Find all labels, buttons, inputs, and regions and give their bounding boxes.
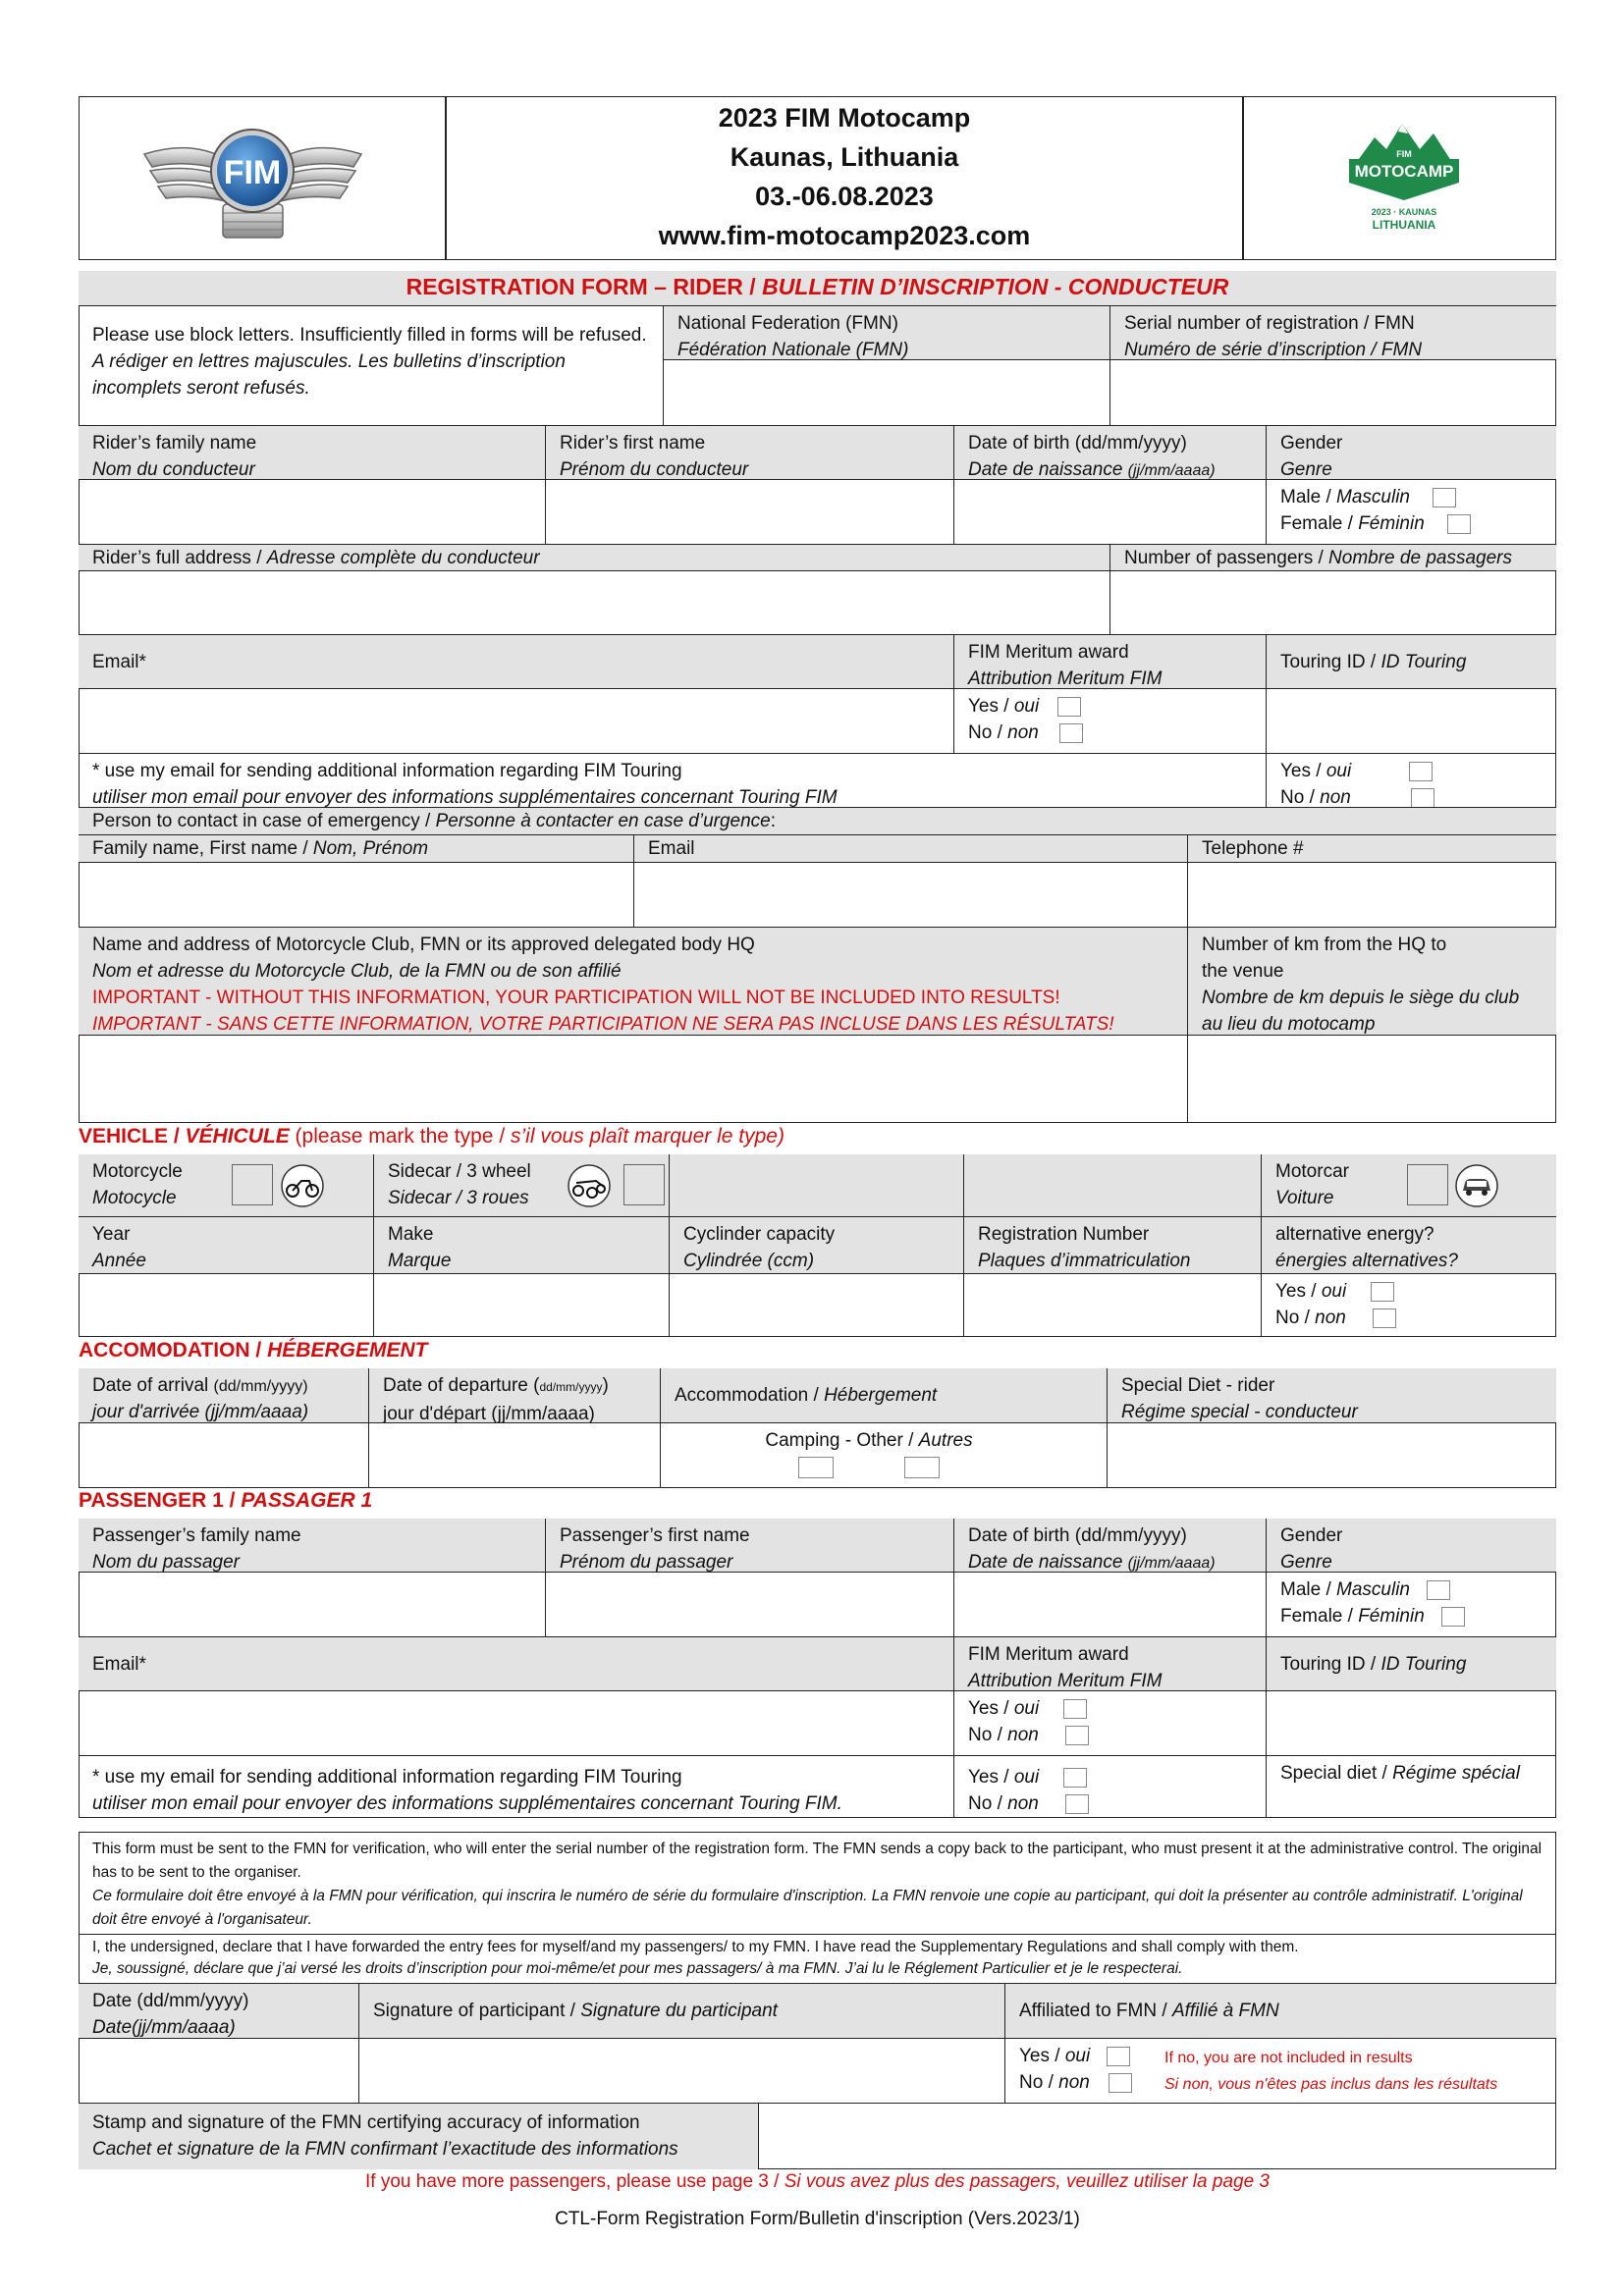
passenger-first-en: Passenger’s first name (560, 1525, 750, 1546)
alt-fr: énergies alternatives? (1275, 1251, 1458, 1271)
rider-dob-label (954, 426, 1267, 480)
meritum-yes-checkbox[interactable] (1057, 697, 1081, 717)
sidecar-en: Sidecar / 3 wheel (388, 1161, 531, 1182)
passenger-gender-en: Gender (1280, 1525, 1343, 1546)
club-label-en: Name and address of Motorcycle Club, FMN or its approved delegated body HQ (92, 934, 755, 955)
male-label-fr: Masculin (1336, 1579, 1411, 1600)
passenger-email-text: Email* (92, 1654, 146, 1675)
passenger-female (1280, 1603, 1542, 1629)
vehicle-reg-field[interactable] (964, 1274, 1262, 1337)
vehicle-reg-label (964, 1217, 1262, 1274)
passenger-heading (79, 1489, 372, 1513)
vehicle-make-field[interactable] (374, 1274, 670, 1337)
yes-en: Yes / (1280, 761, 1326, 781)
car-en: Motorcar (1275, 1161, 1349, 1182)
vehicle-make-label (374, 1217, 670, 1274)
rider-female-checkbox[interactable] (1447, 514, 1471, 534)
passenger-family-field[interactable] (79, 1573, 546, 1637)
passenger-meritum-no-checkbox[interactable] (1065, 1726, 1089, 1745)
rider-gender-options (1267, 480, 1556, 545)
passenger-diet-fr: Régime spécial (1392, 1763, 1520, 1784)
address-label (79, 545, 1110, 571)
make-en: Make (388, 1224, 434, 1245)
motorcycle-checkbox[interactable] (232, 1164, 273, 1205)
accommodation-heading (79, 1339, 427, 1362)
passenger-first-label (546, 1519, 954, 1573)
passenger-family-en: Passenger’s family name (92, 1525, 301, 1546)
passenger-heading-a: PASSENGER 1 / (79, 1489, 242, 1512)
year-en: Year (92, 1224, 131, 1245)
female-label-fr: Féminin (1358, 513, 1425, 534)
arrival-label (79, 1368, 369, 1423)
km-label-2: the venue (1202, 961, 1284, 982)
form-title-en: REGISTRATION FORM – RIDER / (406, 274, 763, 299)
fmn-field[interactable] (664, 360, 1110, 426)
declaration-para2 (79, 1935, 1556, 1984)
club-warning-en: IMPORTANT - WITHOUT THIS INFORMATION, YOUR PARTICIPATION WILL NOT BE INCLUDED INTO RESULTS! (92, 988, 1060, 1008)
alt-no-checkbox[interactable] (1373, 1308, 1396, 1328)
yes-fr: oui (1013, 696, 1040, 717)
passenger-meritum-yes-checkbox[interactable] (1063, 1699, 1087, 1719)
affiliated-no-checkbox[interactable] (1109, 2073, 1132, 2093)
signature-label (359, 1984, 1005, 2039)
use-email-no-checkbox[interactable] (1411, 788, 1434, 808)
meritum-no (968, 720, 1252, 746)
emergency-title-en: Person to contact in case of emergency / (92, 811, 436, 831)
passenger-gender-fr: Genre (1280, 1552, 1332, 1573)
passenger-dob-fr: Date de naissance (968, 1552, 1123, 1573)
arrival-fmt: (dd/mm/yyyy) (213, 1378, 308, 1395)
rider-gender-male (1280, 484, 1542, 510)
motocamp-logo-name: MOTOCAMP (1354, 162, 1454, 181)
meritum-label-fr: Attribution Meritum FIM (968, 668, 1163, 689)
passenger-use-email-fr: utiliser mon email pour envoyer des informations supplémentaires concernant Touring FIM. (92, 1793, 842, 1814)
rider-first-field[interactable] (546, 480, 954, 545)
passenger-meritum-options (954, 1691, 1267, 1756)
rider-male-checkbox[interactable] (1433, 488, 1456, 507)
passenger-heading-b: PASSAGER 1 (241, 1489, 373, 1512)
address-label-en: Rider’s full address / (92, 548, 267, 568)
passenger-dob-field[interactable] (954, 1573, 1267, 1637)
emergency-title (79, 808, 1556, 835)
serial-label-en: Serial number of registration / FMN (1124, 313, 1415, 334)
cyl-fr: Cylindrée (ccm) (683, 1251, 815, 1271)
vehicle-sidecar (374, 1154, 670, 1217)
passenger-touring-field[interactable] (1267, 1691, 1556, 1756)
passenger-meritum-yes (968, 1695, 1252, 1722)
more-en: If you have more passengers, please use page 3 / (365, 2171, 784, 2192)
accommodation-heading-b: HÉBERGEMENT (267, 1339, 428, 1362)
use-email-yes (1280, 758, 1542, 784)
use-email-en: * use my email for sending additional information regarding FIM Touring (92, 761, 682, 781)
sig-fr: Signature du participant (580, 2001, 778, 2021)
form-title-bar (79, 271, 1556, 306)
accommodation-label (661, 1368, 1108, 1423)
reg-en: Registration Number (978, 1224, 1150, 1245)
passenger-family-label (79, 1519, 546, 1573)
event-location: Kaunas, Lithuania (730, 142, 959, 172)
no-fr: non (1315, 1308, 1346, 1328)
rider-family-label-fr: Nom du conducteur (92, 459, 255, 480)
emergency-name-en: Family name, First name / (92, 838, 313, 859)
yes-en: Yes / (1019, 2046, 1065, 2066)
emergency-email-label (634, 835, 1188, 863)
passenger-family-fr: Nom du passager (92, 1552, 240, 1573)
passengers-label-fr: Nombre de passagers (1328, 548, 1512, 568)
accommodation-options (661, 1423, 1108, 1488)
yes-en: Yes / (968, 1767, 1014, 1788)
rider-first-label-en: Rider’s first name (560, 433, 706, 454)
para2-fr: Je, soussigné, déclare que j’ai versé les droits d’inscription pour moi-même/et pour mes passagers/ à ma FMN. J’ai lu le Réglement Particulier et je le respecterai. (92, 1960, 1183, 1977)
rider-gender-label (1267, 426, 1556, 480)
touring-label (1267, 635, 1556, 689)
passenger-diet-en: Special diet / (1280, 1763, 1393, 1784)
accom-en: Accommodation / (675, 1385, 825, 1406)
rider-family-label-en: Rider’s family name (92, 433, 257, 454)
emergency-email-text: Email (648, 838, 695, 859)
touring-label-fr: ID Touring (1380, 652, 1467, 672)
passenger-use-email-options (954, 1756, 1267, 1818)
meritum-label-en: FIM Meritum award (968, 642, 1129, 663)
yes-en: Yes / (968, 1698, 1014, 1719)
yes-fr: oui (1013, 1767, 1040, 1788)
diet-field[interactable] (1108, 1423, 1556, 1488)
vehicle-heading-a: VEHICLE / (79, 1125, 186, 1148)
passenger-first-fr: Prénom du passager (560, 1552, 733, 1573)
arrival-field[interactable] (79, 1423, 369, 1488)
passenger-use-email-en: * use my email for sending additional information regarding FIM Touring (92, 1767, 682, 1788)
yes-fr: oui (1064, 2046, 1091, 2066)
emergency-title-colon: : (770, 811, 777, 831)
intro-fr: A rédiger en lettres majuscules. Les bulletins d’inscription incomplets seront refusés. (92, 351, 566, 399)
rider-dob-label-fr: Date de naissance (968, 459, 1123, 480)
passenger-male (1280, 1576, 1542, 1603)
alt-no (1275, 1305, 1542, 1331)
affiliated-label (1005, 1984, 1556, 2039)
km-label (1188, 928, 1556, 1036)
passenger-dob-fmt: (jj/mm/aaaa) (1127, 1555, 1216, 1572)
passengers-field[interactable] (1110, 571, 1556, 635)
km-label-4: au lieu du motocamp (1202, 1014, 1376, 1035)
yes-fr: oui (1321, 1281, 1347, 1302)
email-label (79, 635, 954, 689)
passenger-gender-options (1267, 1573, 1556, 1637)
form-version: CTL-Form Registration Form/Bulletin d'inscription (Vers.2023/1) (555, 2209, 1080, 2229)
departure-label (369, 1368, 661, 1423)
rider-first-label-fr: Prénom du conducteur (560, 459, 749, 480)
vehicle-empty-2 (964, 1154, 1262, 1217)
departure-end: ) (602, 1375, 609, 1396)
diet-en: Special Diet - rider (1121, 1375, 1275, 1396)
date-field[interactable] (79, 2039, 359, 2104)
passenger-gender-label (1267, 1519, 1556, 1573)
rider-family-label (79, 426, 546, 480)
passenger-use-email-yes-checkbox[interactable] (1063, 1768, 1087, 1788)
female-label-en: Female / (1280, 1606, 1359, 1627)
emergency-name-fr: Nom, Prénom (312, 838, 429, 859)
vehicle-heading (79, 1125, 784, 1148)
emergency-phone-field[interactable] (1188, 863, 1556, 928)
fim-logo-graphic (133, 110, 373, 247)
other-checkbox[interactable] (904, 1457, 940, 1478)
email-label-text: Email* (92, 652, 146, 672)
rider-dob-field[interactable] (954, 480, 1267, 545)
use-email-text (79, 754, 1267, 808)
motocamp-logo (1345, 120, 1463, 236)
departure-en: Date of departure ( (383, 1375, 540, 1396)
more-fr: Si vous avez plus des passagers, veuillez utiliser la page 3 (784, 2171, 1270, 2192)
passenger-meritum-label (954, 1637, 1267, 1691)
address-field[interactable] (79, 571, 1110, 635)
use-email-no (1280, 784, 1542, 808)
passenger-email-field[interactable] (79, 1691, 954, 1756)
cyl-en: Cyclinder capacity (683, 1224, 836, 1245)
form-title-fr: BULLETIN D’INSCRIPTION - CONDUCTEUR (762, 274, 1229, 299)
passenger-female-checkbox[interactable] (1441, 1607, 1465, 1627)
meritum-options (954, 689, 1267, 754)
intro-en: Please use block letters. Insufficiently filled in forms will be refused. (92, 325, 647, 346)
affil-fr: Affilié à FMN (1171, 2001, 1279, 2021)
serial-label (1110, 306, 1556, 360)
date-fr: Date(jj/mm/aaaa) (92, 2017, 236, 2038)
camping-fr: Autres (918, 1430, 973, 1451)
passenger-touring-en: Touring ID / (1280, 1654, 1381, 1675)
motocamp-logo-graphic (1345, 120, 1463, 236)
vehicle-year-field[interactable] (79, 1274, 374, 1337)
stamp-label (79, 2104, 759, 2169)
passenger-male-checkbox[interactable] (1427, 1580, 1450, 1600)
vehicle-heading-b: VÉHICULE (185, 1125, 290, 1148)
ifno-fr: Si non, vous n'êtes pas inclus dans les résultats (1164, 2076, 1498, 2093)
alt-yes (1275, 1278, 1542, 1305)
passenger-use-email-no (968, 1790, 1252, 1817)
emergency-name-label (79, 835, 634, 863)
reg-fr: Plaques d’immatriculation (978, 1251, 1191, 1271)
sig-en: Signature of participant / (373, 2001, 581, 2021)
vehicle-cyl-label (670, 1217, 964, 1274)
arrival-en: Date of arrival (92, 1375, 214, 1396)
header-title (447, 98, 1242, 255)
passenger-touring-fr: ID Touring (1380, 1654, 1467, 1675)
no-en: No / (1019, 2072, 1059, 2093)
sidecar-icon (567, 1163, 612, 1216)
passenger-dob-label (954, 1519, 1267, 1573)
no-fr: non (1007, 1793, 1039, 1814)
stamp-field[interactable] (759, 2104, 1556, 2169)
female-label-en: Female / (1280, 513, 1359, 534)
sidecar-checkbox[interactable] (623, 1164, 665, 1205)
diet-fr: Régime special - conducteur (1121, 1402, 1358, 1422)
passenger-first-field[interactable] (546, 1573, 954, 1637)
serial-field[interactable] (1110, 360, 1556, 426)
vehicle-alt-options (1262, 1274, 1556, 1337)
fmn-label (664, 306, 1110, 360)
no-fr: non (1007, 1725, 1039, 1745)
passenger-diet[interactable] (1267, 1756, 1556, 1818)
rider-dob-label-fmt: (jj/mm/aaaa) (1127, 462, 1216, 479)
vehicle-motorcar (1262, 1154, 1556, 1217)
make-fr: Marque (388, 1251, 452, 1271)
emergency-title-fr: Personne à contacter en case d’urgence (435, 811, 771, 831)
passengers-label (1110, 545, 1556, 571)
rider-first-label (546, 426, 954, 480)
passenger-use-email-yes (968, 1764, 1252, 1790)
passenger-use-email-no-checkbox[interactable] (1065, 1794, 1089, 1814)
accommodation-heading-a: ACCOMODATION / (79, 1339, 268, 1362)
club-label-fr: Nom et adresse du Motorcycle Club, de la FMN ou de son affilié (92, 961, 622, 982)
motorcar-checkbox[interactable] (1407, 1164, 1448, 1205)
affiliated-options (1005, 2039, 1556, 2104)
vehicle-alt-label (1262, 1217, 1556, 1274)
sidecar-fr: Sidecar / 3 roues (388, 1188, 529, 1208)
motocamp-logo-country: LITHUANIA (1372, 218, 1436, 232)
passengers-label-en: Number of passengers / (1124, 548, 1329, 568)
passenger-touring-label (1267, 1637, 1556, 1691)
vehicle-year-label (79, 1217, 374, 1274)
club-field[interactable] (79, 1036, 1188, 1123)
car-icon (1454, 1163, 1499, 1216)
para1-en: This form must be sent to the FMN for verification, who will enter the serial number of the registration form. The FMN sends a copy back to the participant, who must present it at the administrative control. The original has to be sent to the organiser. (92, 1841, 1542, 1881)
stamp-fr: Cachet et signature de la FMN confirmant l’exactitude des informations (92, 2139, 678, 2160)
yes-fr: oui (1013, 1698, 1040, 1719)
year-fr: Année (92, 1251, 146, 1271)
alt-yes-checkbox[interactable] (1371, 1282, 1394, 1302)
km-field[interactable] (1188, 1036, 1556, 1123)
no-fr: non (1058, 2072, 1090, 2093)
touring-id-field[interactable] (1267, 689, 1556, 754)
fmn-label-fr: Fédération Nationale (FMN) (677, 340, 909, 360)
motocamp-logo-sub: 2023 · KAUNAS (1371, 207, 1437, 217)
camping-checkbox[interactable] (798, 1457, 834, 1478)
stamp-en: Stamp and signature of the FMN certifying accuracy of information (92, 2112, 640, 2133)
camping-en: Camping - Other / (765, 1430, 919, 1451)
more-passengers-note (79, 2171, 1556, 2193)
fim-logo-text: FIM (223, 154, 282, 191)
rider-family-field[interactable] (79, 480, 546, 545)
accom-fr: Hébergement (824, 1385, 938, 1406)
vehicle-cyl-field[interactable] (670, 1274, 964, 1337)
no-en: No / (1280, 787, 1321, 808)
use-email-fr: utiliser mon email pour envoyer des informations supplémentaires concernant Touring FIM (92, 787, 838, 808)
date-label (79, 1984, 359, 2039)
meritum-label (954, 635, 1267, 689)
vehicle-heading-c: (please mark the type / (289, 1125, 511, 1148)
rider-gender-female (1280, 510, 1542, 537)
departure-fr: jour d'départ (jj/mm/aaaa) (383, 1404, 595, 1423)
rider-gender-label-en: Gender (1280, 433, 1343, 454)
emergency-email-field[interactable] (634, 863, 1188, 928)
passenger-use-email-text (79, 1756, 954, 1818)
rider-dob-label-en: Date of birth (dd/mm/yyyy) (968, 433, 1187, 454)
yes-fr: oui (1325, 761, 1352, 781)
event-dates: 03.-06.08.2023 (755, 182, 934, 211)
vehicle-empty-1 (670, 1154, 964, 1217)
yes-en: Yes / (1275, 1281, 1322, 1302)
departure-field[interactable] (369, 1423, 661, 1488)
motocamp-logo-fim: FIM (1396, 149, 1412, 159)
meritum-no-checkbox[interactable] (1059, 723, 1083, 743)
address-label-fr: Adresse complète du conducteur (266, 548, 540, 568)
rider-gender-label-fr: Genre (1280, 459, 1332, 480)
emergency-phone-text: Telephone # (1202, 838, 1304, 859)
moto-fr: Motocycle (92, 1188, 177, 1208)
km-label-3: Nombre de km depuis le siège du club (1202, 988, 1520, 1008)
departure-fmt: dd/mm/yyyy (539, 1380, 603, 1394)
motorcycle-icon (280, 1163, 325, 1216)
passenger-meritum-fr: Attribution Meritum FIM (968, 1671, 1163, 1691)
no-en: No / (968, 1725, 1008, 1745)
touring-label-en: Touring ID / (1280, 652, 1381, 672)
serial-label-fr: Numéro de série d’inscription / FMN (1124, 340, 1423, 360)
diet-label (1108, 1368, 1556, 1423)
date-en: Date (dd/mm/yyyy) (92, 1991, 249, 2011)
affil-en: Affiliated to FMN / (1019, 2001, 1172, 2021)
no-en: No / (1275, 1308, 1316, 1328)
no-fr: non (1007, 722, 1039, 743)
km-label-1: Number of km from the HQ to (1202, 934, 1447, 955)
emergency-name-field[interactable] (79, 863, 634, 928)
declaration-para1 (79, 1832, 1556, 1935)
passenger-email-label (79, 1637, 954, 1691)
emergency-phone-label (1188, 835, 1556, 863)
para1-fr: Ce formulaire doit être envoyé à la FMN pour vérification, qui inscrira le numéro de série du formulaire d'inscription. La FMN renvoie une copie au participant, qui doit la présenter au contrôle administratif. L'original doit être envoyé à l'organisateur. (92, 1888, 1523, 1928)
no-en: No / (968, 1793, 1008, 1814)
club-warning-fr: IMPORTANT - SANS CETTE INFORMATION, VOTRE PARTICIPATION NE SERA PAS INCLUSE DANS LES RÉSULTATS! (92, 1014, 1114, 1035)
meritum-yes (968, 693, 1252, 720)
moto-en: Motorcycle (92, 1161, 183, 1182)
email-field[interactable] (79, 689, 954, 754)
male-label-fr: Masculin (1336, 487, 1411, 507)
fmn-label-en: National Federation (FMN) (677, 313, 898, 334)
event-website[interactable]: www.fim-motocamp2023.com (658, 221, 1031, 250)
female-label-fr: Féminin (1358, 1606, 1425, 1627)
arrival-fr: jour d'arrivée (jj/mm/aaaa) (92, 1402, 309, 1422)
event-name: 2023 FIM Motocamp (718, 103, 971, 133)
signature-field[interactable] (359, 2039, 1005, 2104)
club-label (79, 928, 1188, 1036)
passenger-dob-en: Date of birth (dd/mm/yyyy) (968, 1525, 1187, 1546)
use-email-options (1267, 754, 1556, 808)
male-label-en: Male / (1280, 487, 1337, 507)
ifno-en: If no, you are not included in results (1164, 2050, 1413, 2066)
para2-en: I, the undersigned, declare that I have forwarded the entry fees for myself/and my passengers/ to my FMN. I have read the Supplementary Regulations and shall comply with them. (92, 1939, 1299, 1955)
affiliated-yes-checkbox[interactable] (1107, 2047, 1130, 2066)
intro-text (79, 306, 664, 426)
vehicle-motorcycle (79, 1154, 374, 1217)
no-fr: non (1320, 787, 1351, 808)
male-label-en: Male / (1280, 1579, 1337, 1600)
header-divider-right (1242, 96, 1244, 260)
passenger-meritum-no (968, 1722, 1252, 1748)
fim-logo (133, 110, 373, 247)
car-fr: Voiture (1275, 1188, 1334, 1208)
no-en: No / (968, 722, 1008, 743)
yes-en: Yes / (968, 696, 1014, 717)
alt-en: alternative energy? (1275, 1224, 1434, 1245)
passenger-meritum-en: FIM Meritum award (968, 1644, 1129, 1665)
vehicle-heading-d: s’il vous plaît marquer le type) (511, 1125, 784, 1148)
use-email-yes-checkbox[interactable] (1409, 762, 1433, 781)
